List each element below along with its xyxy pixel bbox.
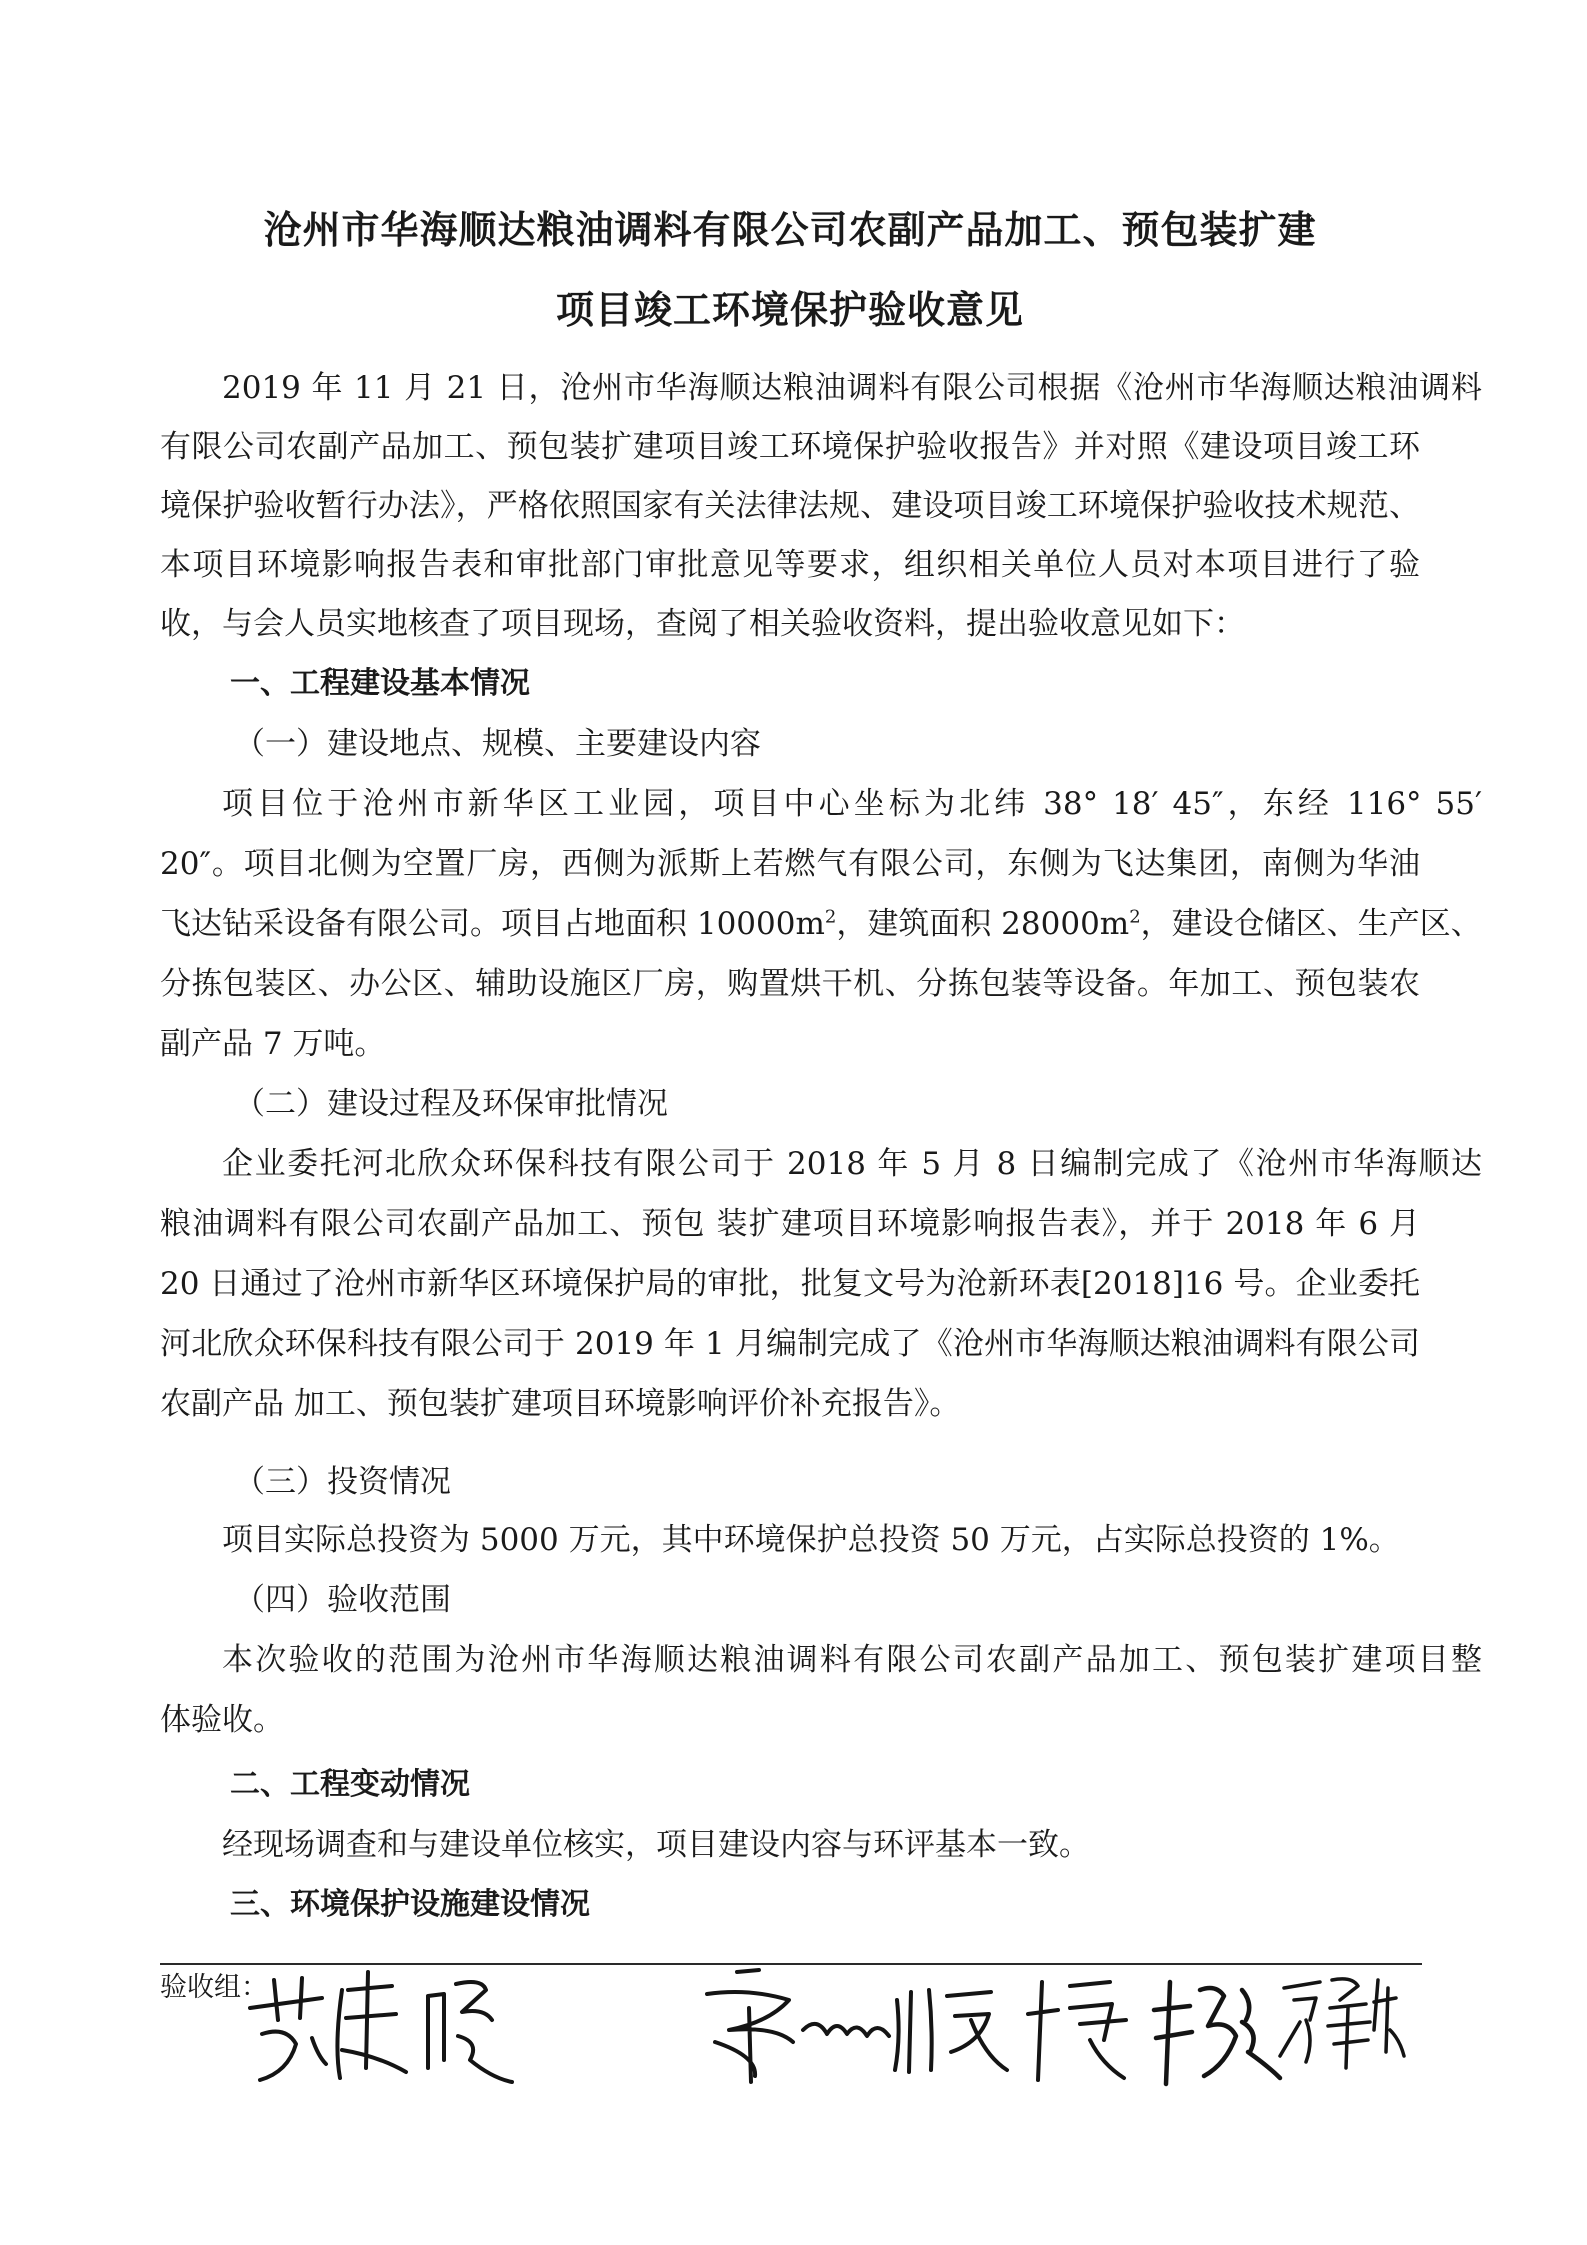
subsection-heading-4: （四）验收范围	[234, 1582, 451, 1618]
signature-5	[1270, 1960, 1410, 2100]
body-line: 项目位于沧州市新华区工业园，项目中心坐标为北纬 38° 18′ 45″，东经 116° 55′	[222, 786, 1482, 822]
signature-label: 验收组：	[160, 1972, 268, 2003]
area-unit-sup: 2	[1129, 906, 1141, 928]
intro-line: 本项目环境影响报告表和审批部门审批意见等要求，组织相关单位人员对本项目进行了验	[160, 547, 1420, 583]
section-heading-3: 三、环境保护设施建设情况	[230, 1887, 590, 1922]
body-line-area	[160, 904, 1482, 944]
signature-1	[230, 1960, 530, 2100]
body-line: 20 日通过了沧州市新华区环境保护局的审批，批复文号为沧新环表[2018]16 号。企业委托	[160, 1266, 1420, 1302]
body-line: 体验收。	[160, 1702, 284, 1738]
body-line: 粮油调料有限公司农副产品加工、预包 装扩建项目环境影响报告表》，并于 2018 年 6 月	[160, 1206, 1420, 1242]
signature-4	[1150, 1960, 1285, 2100]
body-line: 农副产品 加工、预包装扩建项目环境影响评价补充报告》。	[160, 1386, 961, 1422]
area-unit-sup: 2	[824, 906, 837, 928]
subsection-heading-1: （一）建设地点、规模、主要建设内容	[234, 726, 761, 762]
body-line: 本次验收的范围为沧州市华海顺达粮油调料有限公司农副产品加工、预包装扩建项目整	[222, 1642, 1482, 1678]
intro-line: 2019 年 11 月 21 日，沧州市华海顺达粮油调料有限公司根据《沧州市华海顺达粮油调料	[222, 370, 1482, 406]
section-heading-2: 二、工程变动情况	[230, 1767, 470, 1802]
body-line: 企业委托河北欣众环保科技有限公司于 2018 年 5 月 8 日编制完成了《沧州市华海顺达	[222, 1146, 1482, 1182]
signature-3	[1020, 1960, 1140, 2100]
body-line: 20″。项目北侧为空置厂房，西侧为派斯上若燃气有限公司，东侧为飞达集团，南侧为华油	[160, 846, 1420, 882]
body-line: 经现场调查和与建设单位核实，项目建设内容与环评基本一致。	[222, 1827, 1090, 1863]
body-line: 项目实际总投资为 5000 万元，其中环境保护总投资 50 万元，占实际总投资的 1%。	[222, 1522, 1400, 1558]
area-text-a: 飞达钻采设备有限公司。项目占地面积 10000m	[160, 906, 825, 942]
subsection-heading-2: （二）建设过程及环保审批情况	[234, 1086, 668, 1122]
section-heading-1: 一、工程建设基本情况	[230, 666, 530, 701]
intro-line: 有限公司农副产品加工、预包装扩建项目竣工环境保护验收报告》并对照《建设项目竣工环	[160, 429, 1420, 465]
signature-2	[685, 1960, 1020, 2100]
document-title-line-2: 项目竣工环境保护验收意见	[555, 288, 1024, 332]
area-text-b: ，建筑面积 28000m	[836, 906, 1130, 942]
area-text-c: ，建设仓储区、生产区、	[1140, 906, 1482, 942]
intro-line: 收，与会人员实地核查了项目现场，查阅了相关验收资料，提出验收意见如下：	[160, 606, 1245, 642]
body-line: 河北欣众环保科技有限公司于 2019 年 1 月编制完成了《沧州市华海顺达粮油调料有限公司	[160, 1326, 1420, 1362]
subsection-heading-3: （三）投资情况	[234, 1464, 451, 1500]
body-line: 分拣包装区、办公区、辅助设施区厂房，购置烘干机、分拣包装等设备。年加工、预包装农	[160, 966, 1420, 1002]
intro-line: 境保护验收暂行办法》，严格依照国家有关法律法规、建设项目竣工环境保护验收技术规范、	[160, 488, 1420, 524]
document-title-line-1: 沧州市华海顺达粮油调料有限公司农副产品加工、预包装扩建	[263, 208, 1317, 252]
body-line: 副产品 7 万吨。	[160, 1026, 386, 1062]
